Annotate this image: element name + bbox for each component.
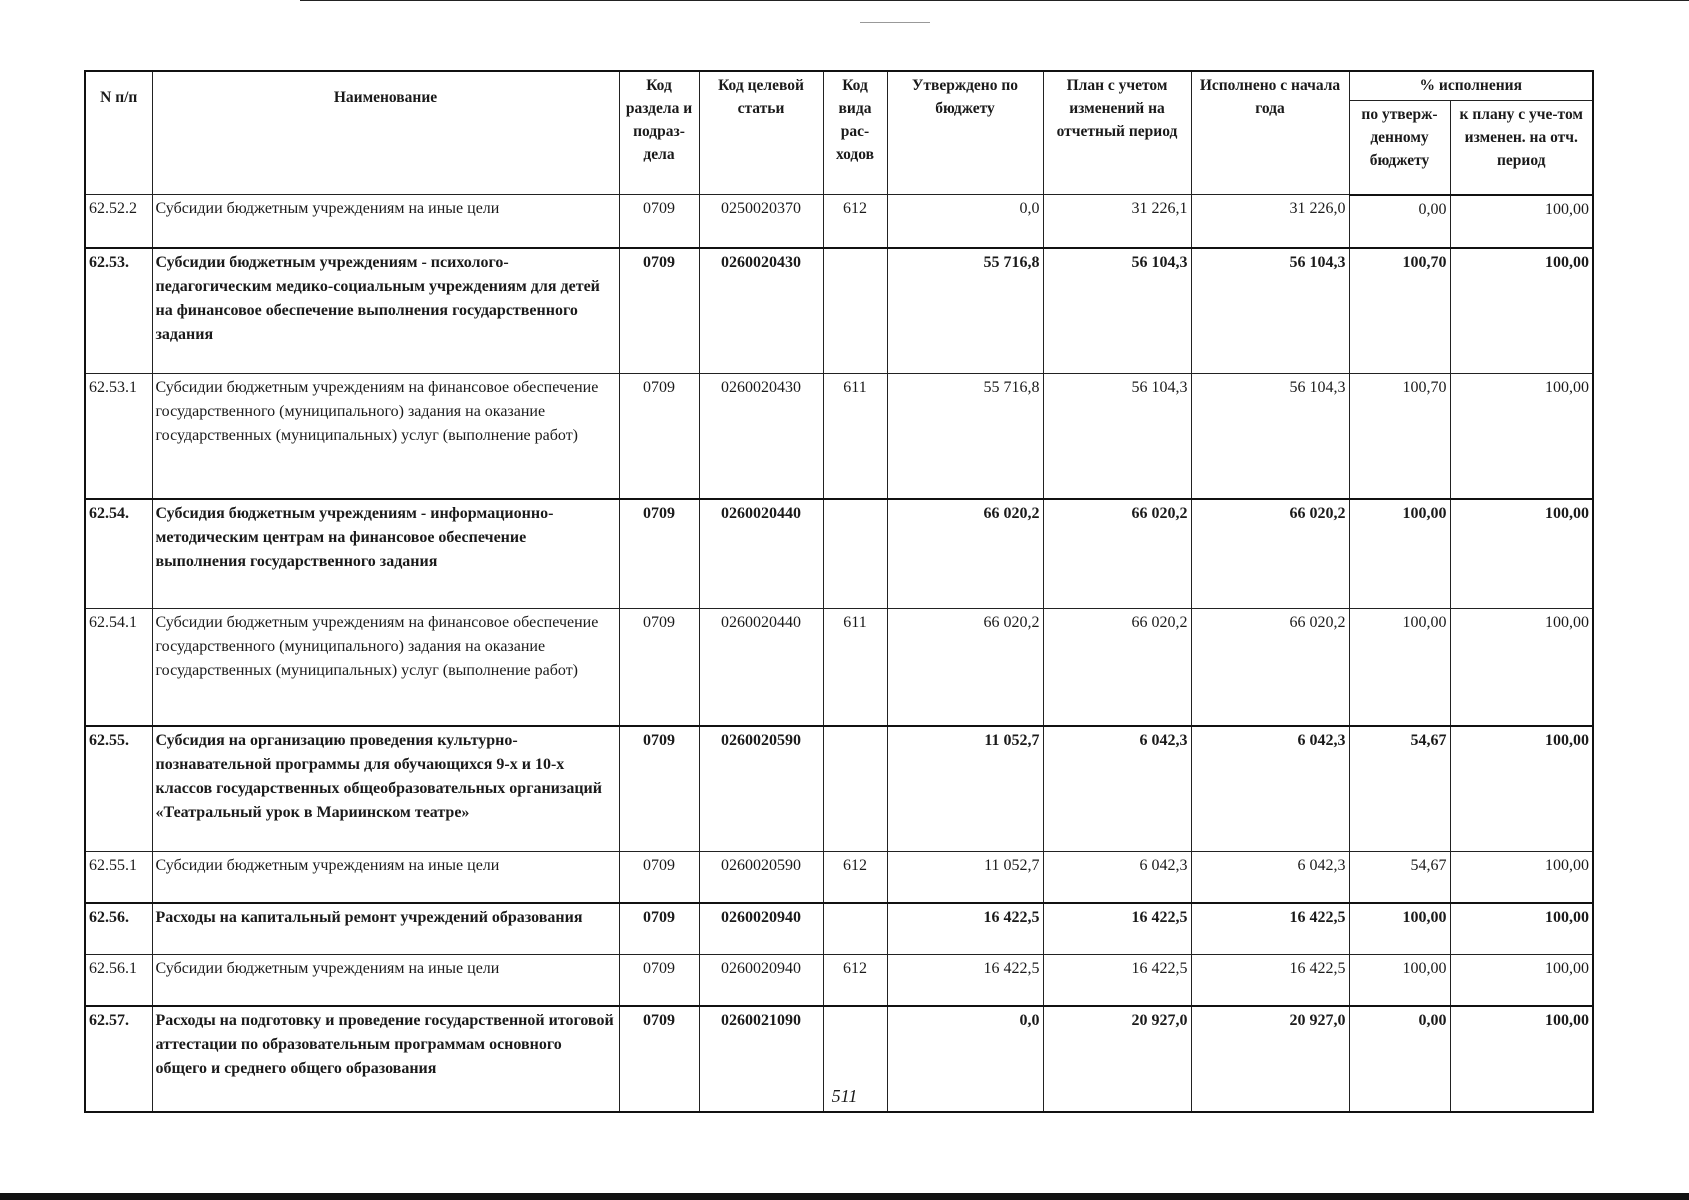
- row-number: 62.55.: [85, 726, 152, 852]
- row-plan: 56 104,3: [1043, 374, 1191, 500]
- row-section-code: 0709: [619, 374, 699, 500]
- row-target-code: 0260020590: [699, 726, 823, 852]
- row-number: 62.53.1: [85, 374, 152, 500]
- row-expense-kind-code: 611: [823, 609, 887, 727]
- row-approved: 66 020,2: [887, 609, 1043, 727]
- scan-edge-top: [300, 0, 1689, 1]
- row-pct-plan: 100,00: [1450, 852, 1593, 904]
- header-target-code: Код целевой статьи: [699, 71, 823, 195]
- header-expense-kind-code: Код вида рас-ходов: [823, 71, 887, 195]
- row-number: 62.52.2: [85, 195, 152, 249]
- row-target-code: 0260020430: [699, 248, 823, 374]
- row-plan: 31 226,1: [1043, 195, 1191, 249]
- row-approved: 16 422,5: [887, 955, 1043, 1007]
- row-number: 62.53.: [85, 248, 152, 374]
- row-pct-budget: 100,70: [1349, 248, 1450, 374]
- row-name: Расходы на подготовку и проведение государственной итоговой аттестации по образовательным программам основного общего и среднего общего образования: [152, 1006, 619, 1112]
- table-row: [85, 374, 1593, 500]
- row-section-code: 0709: [619, 248, 699, 374]
- row-expense-kind-code: [823, 499, 887, 609]
- row-approved: 55 716,8: [887, 374, 1043, 500]
- table-row: [85, 903, 1593, 955]
- header-executed: Исполнено с начала года: [1191, 71, 1349, 195]
- row-section-code: 0709: [619, 1006, 699, 1112]
- row-name: Субсидии бюджетным учреждениям на иные цели: [152, 955, 619, 1007]
- header-plan: План с учетом изменений на отчетный период: [1043, 71, 1191, 195]
- row-number: 62.54.: [85, 499, 152, 609]
- row-expense-kind-code: 612: [823, 955, 887, 1007]
- row-number: 62.54.1: [85, 609, 152, 727]
- row-name: Субсидии бюджетным учреждениям на иные цели: [152, 195, 619, 249]
- table-row: [85, 852, 1593, 904]
- row-target-code: 0260020940: [699, 903, 823, 955]
- row-name: Субсидия бюджетным учреждениям - информационно-методическим центрам на финансовое обеспечение выполнения государственного задания: [152, 499, 619, 609]
- row-expense-kind-code: [823, 248, 887, 374]
- row-approved: 0,0: [887, 1006, 1043, 1112]
- row-target-code: 0260021090: [699, 1006, 823, 1112]
- row-executed: 16 422,5: [1191, 955, 1349, 1007]
- row-executed: 6 042,3: [1191, 852, 1349, 904]
- row-expense-kind-code: 612: [823, 852, 887, 904]
- row-pct-budget: 100,00: [1349, 903, 1450, 955]
- row-expense-kind-code: 611: [823, 374, 887, 500]
- table-row: [85, 499, 1593, 609]
- row-number: 62.56.1: [85, 955, 152, 1007]
- row-plan: 16 422,5: [1043, 903, 1191, 955]
- budget-report-sheet: [84, 70, 1592, 1113]
- row-plan: 20 927,0: [1043, 1006, 1191, 1112]
- row-pct-budget: 0,00: [1349, 1006, 1450, 1112]
- header-section-code: Код раздела и подраз-дела: [619, 71, 699, 195]
- row-pct-budget: 0,00: [1349, 195, 1450, 249]
- row-approved: 16 422,5: [887, 903, 1043, 955]
- table-header: [85, 71, 1593, 195]
- row-number: 62.56.: [85, 903, 152, 955]
- row-target-code: 0260020440: [699, 609, 823, 727]
- table-row: [85, 195, 1593, 249]
- row-plan: 56 104,3: [1043, 248, 1191, 374]
- header-pct-budget: по утверж-денному бюджету: [1349, 101, 1450, 195]
- table-row: [85, 248, 1593, 374]
- row-pct-budget: 100,00: [1349, 499, 1450, 609]
- row-approved: 11 052,7: [887, 852, 1043, 904]
- row-executed: 20 927,0: [1191, 1006, 1349, 1112]
- page-number: 511: [831, 1086, 858, 1106]
- row-pct-plan: 100,00: [1450, 903, 1593, 955]
- row-pct-plan: 100,00: [1450, 195, 1593, 249]
- row-name: Субсидии бюджетным учреждениям на иные цели: [152, 852, 619, 904]
- row-section-code: 0709: [619, 852, 699, 904]
- row-section-code: 0709: [619, 903, 699, 955]
- row-target-code: 0260020430: [699, 374, 823, 500]
- row-pct-plan: 100,00: [1450, 609, 1593, 727]
- table-row: [85, 726, 1593, 852]
- row-pct-plan: 100,00: [1450, 248, 1593, 374]
- row-name: Субсидии бюджетным учреждениям на финансовое обеспечение государственного (муниципального) задания на оказание государственных (муниципальных) услуг (выполнение работ): [152, 609, 619, 727]
- row-expense-kind-code: [823, 903, 887, 955]
- row-executed: 66 020,2: [1191, 609, 1349, 727]
- row-pct-plan: 100,00: [1450, 499, 1593, 609]
- row-executed: 16 422,5: [1191, 903, 1349, 955]
- scan-edge-bottom: [0, 1193, 1689, 1200]
- row-pct-plan: 100,00: [1450, 374, 1593, 500]
- row-pct-budget: 54,67: [1349, 852, 1450, 904]
- row-name: Субсидия на организацию проведения культурно-познавательной программы для обучающихся 9-х и 10-х классов государственных общеобразовательных организаций «Театральный урок в Мариинском театре»: [152, 726, 619, 852]
- row-target-code: 0260020940: [699, 955, 823, 1007]
- row-pct-budget: 100,00: [1349, 955, 1450, 1007]
- table-row: [85, 955, 1593, 1007]
- row-name: Субсидии бюджетным учреждениям на финансовое обеспечение государственного (муниципального) задания на оказание государственных (муниципальных) услуг (выполнение работ): [152, 374, 619, 500]
- row-pct-plan: 100,00: [1450, 1006, 1593, 1112]
- row-plan: 66 020,2: [1043, 499, 1191, 609]
- header-name: Наименование: [152, 71, 619, 195]
- row-plan: 16 422,5: [1043, 955, 1191, 1007]
- row-expense-kind-code: 612: [823, 195, 887, 249]
- table-body: [85, 195, 1593, 1113]
- row-executed: 56 104,3: [1191, 374, 1349, 500]
- row-pct-plan: 100,00: [1450, 955, 1593, 1007]
- row-pct-budget: 54,67: [1349, 726, 1450, 852]
- row-number: 62.55.1: [85, 852, 152, 904]
- header-pct-group: % исполнения: [1349, 71, 1593, 101]
- row-number: 62.57.: [85, 1006, 152, 1112]
- row-plan: 6 042,3: [1043, 852, 1191, 904]
- row-plan: 6 042,3: [1043, 726, 1191, 852]
- row-approved: 11 052,7: [887, 726, 1043, 852]
- row-pct-budget: 100,00: [1349, 609, 1450, 727]
- row-executed: 31 226,0: [1191, 195, 1349, 249]
- budget-execution-table: [84, 70, 1594, 1113]
- row-executed: 66 020,2: [1191, 499, 1349, 609]
- header-approved: Утверждено по бюджету: [887, 71, 1043, 195]
- row-section-code: 0709: [619, 955, 699, 1007]
- header-pct-plan: к плану с уче-том изменен. на отч. период: [1450, 101, 1593, 195]
- scan-mark: [860, 22, 930, 23]
- row-section-code: 0709: [619, 195, 699, 249]
- row-approved: 0,0: [887, 195, 1043, 249]
- row-name: Расходы на капитальный ремонт учреждений образования: [152, 903, 619, 955]
- row-approved: 66 020,2: [887, 499, 1043, 609]
- row-target-code: 0250020370: [699, 195, 823, 249]
- row-section-code: 0709: [619, 609, 699, 727]
- row-section-code: 0709: [619, 726, 699, 852]
- row-pct-budget: 100,70: [1349, 374, 1450, 500]
- row-executed: 6 042,3: [1191, 726, 1349, 852]
- row-plan: 66 020,2: [1043, 609, 1191, 727]
- row-target-code: 0260020590: [699, 852, 823, 904]
- row-name: Субсидии бюджетным учреждениям - психолого-педагогическим медико-социальным учреждениям для детей на финансовое обеспечение выполнения государственного задания: [152, 248, 619, 374]
- row-section-code: 0709: [619, 499, 699, 609]
- header-num: N п/п: [85, 71, 152, 195]
- row-target-code: 0260020440: [699, 499, 823, 609]
- row-pct-plan: 100,00: [1450, 726, 1593, 852]
- row-executed: 56 104,3: [1191, 248, 1349, 374]
- table-row: [85, 609, 1593, 727]
- row-expense-kind-code: [823, 726, 887, 852]
- row-approved: 55 716,8: [887, 248, 1043, 374]
